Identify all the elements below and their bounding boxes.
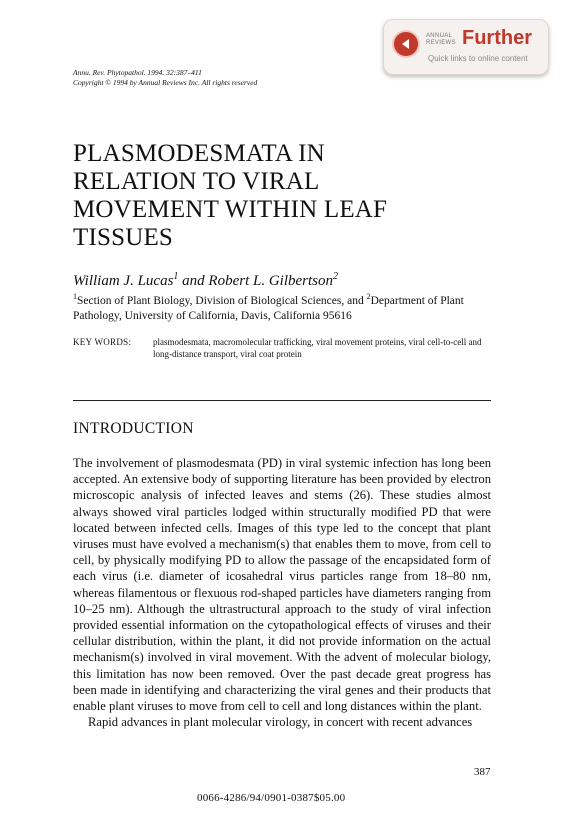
section-heading-introduction: INTRODUCTION [73, 420, 194, 437]
footer-issn-code: 0066-4286/94/0901-0387$05.00 [197, 792, 346, 804]
badge-further-label: Further [462, 27, 532, 49]
author-affiliations [73, 289, 493, 324]
title-line-4: TISSUES [73, 224, 174, 251]
body-paragraph-2: Rapid advances in plant molecular virology, in concert with recent advances [88, 715, 473, 730]
author-2: Robert L. Gilbertson [208, 273, 334, 289]
author-1-affiliation-marker: 1 [173, 271, 179, 282]
affiliation-marker-2: 2 [366, 292, 371, 301]
title-line-1: PLASMODESMATA IN [73, 140, 325, 167]
keywords-text: plasmodesmata, macromolecular trafficking, viral movement proteins, viral cell-to-cell and long-distance transport, viral coat protein [153, 337, 482, 359]
badge-annual-line: ANNUAL [426, 33, 453, 39]
affiliation-part-2: Department of Plant Pathology, University of California, Davis, California 95616 [73, 294, 464, 322]
back-arrow-icon [392, 30, 420, 58]
citation-line-1: Annu. Rev. Phytopathol. 1994. 32:387–411 [73, 68, 202, 77]
affiliation-part-1: Section of Plant Biology, Division of Biological Sciences, and [77, 294, 367, 307]
page-number: 387 [474, 766, 491, 778]
copyright-line: Copyright © 1994 by Annual Reviews Inc. All rights reserved [73, 78, 258, 87]
badge-tagline: Quick links to online content [428, 54, 528, 63]
body-paragraph-1: The involvement of plasmodesmata (PD) in viral systemic infection has long been accepted. An extensive body of supporting literature has been provided by electron microscopic analysis of infected leaves and stems (26). These studies almost always showed viral particles lodged within structurally modified PD that were located between infected cells. Images of this type led to the concept that plant viruses must have evolved a mechanism(s) that enables them to move, from cell to cell, by physically modifying PD to allow the passage of the encapsidated form of each virus (i.e. diameter of icosahedral virus particles range from 18–80 nm, whereas filamentous or flexuous rod-shaped particles have diameters ranging from 10–25 nm). Although the ultrastructural approach to the study of viral infection provided essential information on the cytopathological effects of viruses and their cellular distribution, within the plant, it did not provide information on the actual mechanism(s) involved in viral movement. With the advent of molecular biology, this limitation has now been removed. Over the past decade great progress has been made in identifying and characterizing the viral genes and their products that enable plant viruses to move from cell to cell and long distances within the plant. [73, 456, 491, 714]
article-title [73, 140, 453, 252]
affiliation-marker-1: 1 [73, 292, 77, 301]
author-1: William J. Lucas [73, 273, 174, 289]
introduction-body [73, 455, 491, 730]
annual-reviews-further-badge[interactable] [383, 19, 549, 75]
badge-reviews-line: REVIEWS [426, 40, 456, 46]
badge-annual-reviews-label [426, 33, 456, 47]
author-list [73, 268, 338, 290]
title-line-3: MOVEMENT WITHIN LEAF [73, 196, 388, 223]
keywords-label: KEY WORDS: [73, 337, 132, 347]
title-line-2: RELATION TO VIRAL [73, 168, 320, 195]
journal-citation [73, 68, 257, 88]
section-divider [73, 400, 491, 401]
author-2-affiliation-marker: 2 [333, 271, 339, 282]
author-conjunction: and [178, 273, 209, 289]
